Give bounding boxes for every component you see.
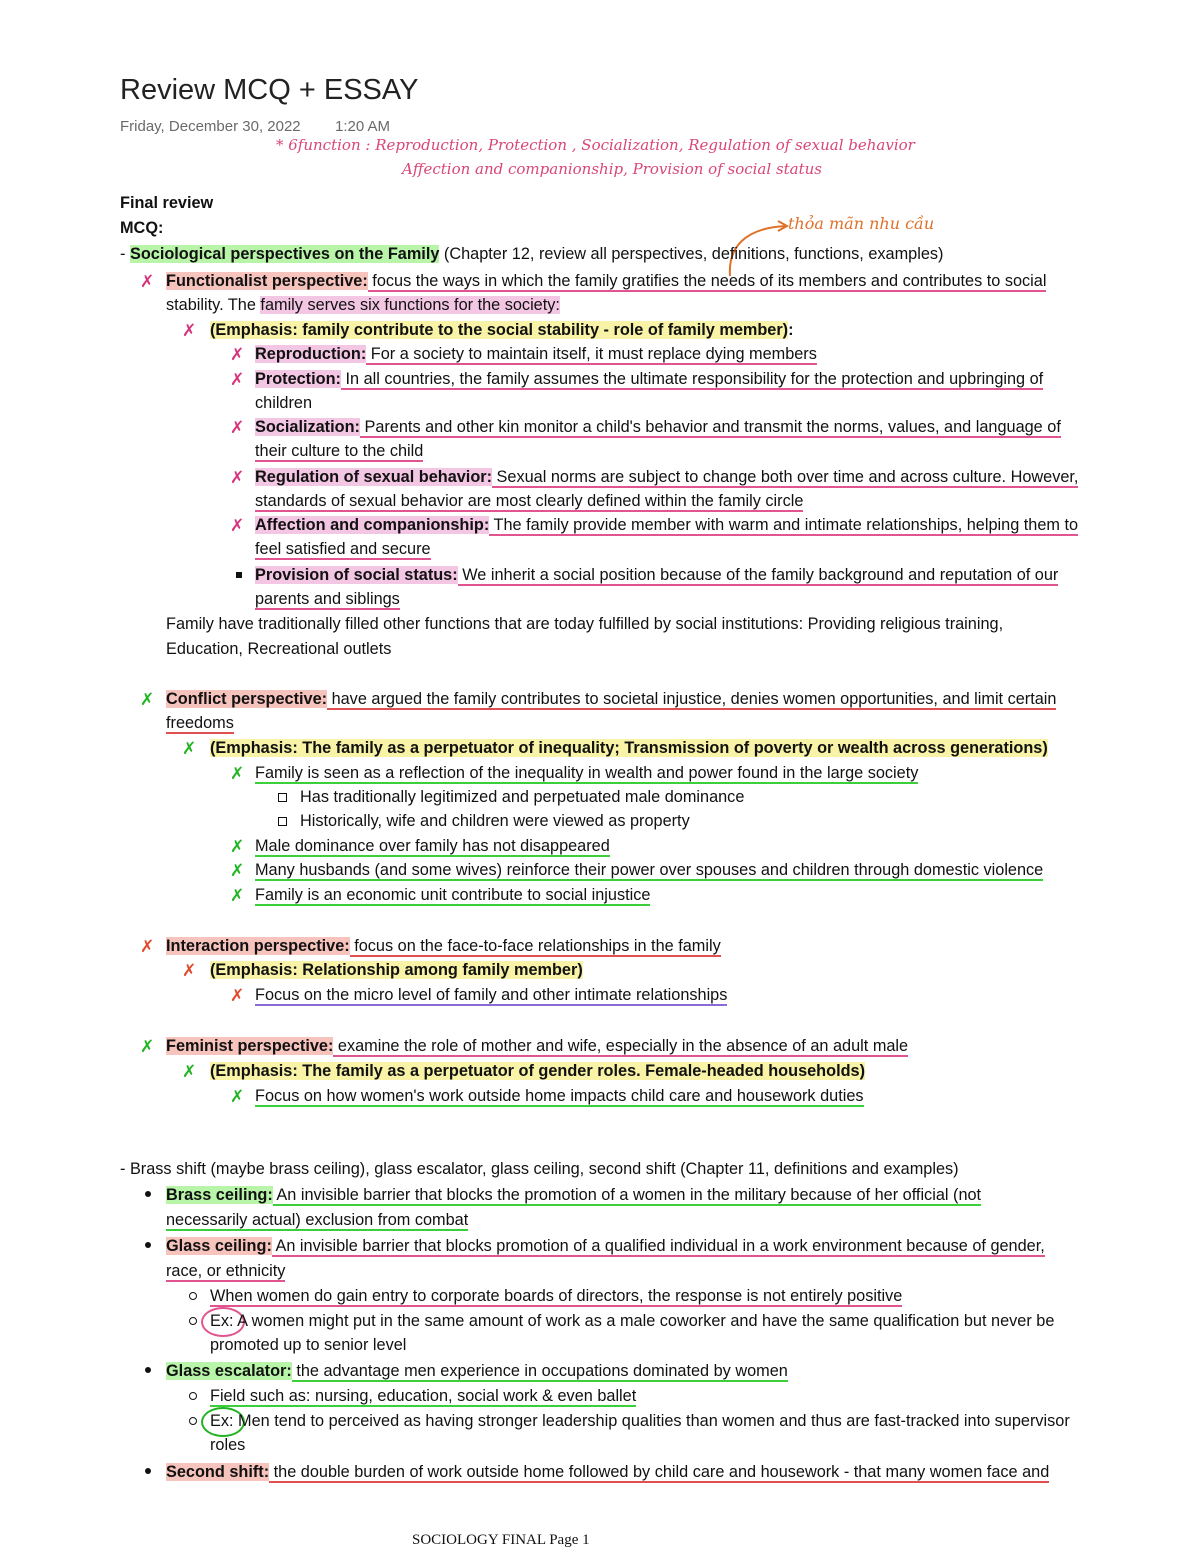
sociological-perspectives-highlight: Sociological perspectives on the Family [129,245,440,263]
family-traditional-line: Family have traditionally filled other functions that are today fulfilled by social institutions: Providing religious training, [166,615,1004,633]
check-mark-icon: ✗ [230,861,245,880]
socialization-line-2: their culture to the child [255,442,424,460]
glass-ceiling-b-2: promoted up to senior level [210,1336,407,1354]
glass-ceiling-b: Ex: A women might put in the same amount of work as a male coworker and have the same qualification but never be [210,1312,1055,1330]
protection-line-2: children [255,394,313,412]
functionalist-line: Functionalist perspective: focus the ways in which the family gratifies the needs of its members and contributes to social [166,272,1047,290]
check-mark-icon: ✗ [182,1062,197,1081]
conflict-a2: Historically, wife and children were viewed as property [300,812,690,830]
glass-ceiling-line-2: race, or ethnicity [166,1262,286,1280]
check-mark-icon: ✗ [140,937,155,956]
sociological-perspectives-line: - Sociological perspectives on the Family (Chapter 12, review all perspectives, definitions, functions, examples) [120,245,944,263]
page-footer: SOCIOLOGY FINAL Page 1 [412,1532,590,1548]
feminist-line: Feminist perspective: examine the role of mother and wife, especially in the absence of an adult male [166,1037,909,1055]
handwritten-functions-line1: * 6function : Reproduction, Protection , Socialization, Regulation of sexual behavior [276,136,915,154]
bullet-icon [189,1292,197,1300]
check-mark-icon: ✗ [230,370,245,389]
family-traditional-line-2: Education, Recreational outlets [166,640,392,658]
conflict-a: Family is seen as a reflection of the inequality in wealth and power found in the large society [255,764,919,782]
glass-escalator-line: Glass escalator: the advantage men experience in occupations dominated by women [166,1362,788,1380]
check-mark-icon: ✗ [230,986,245,1005]
conflict-c: Many husbands (and some wives) reinforce their power over spouses and children through domestic violence [255,861,1044,879]
check-mark-icon: ✗ [230,345,245,364]
check-mark-icon: ✗ [230,764,245,783]
conflict-line: Conflict perspective: have argued the family contributes to societal injustice, denies women opportunities, and limit certain [166,690,1057,708]
provision-line-2: parents and siblings [255,590,400,608]
check-mark-icon: ✗ [230,468,245,487]
check-mark-icon: ✗ [230,886,245,905]
feminist-a: Focus on how women's work outside home impacts child care and housework duties [255,1087,864,1105]
glass-escalator-b: Ex: Men tend to perceived as having stronger leadership qualities than women and thus are fast-tracked into supervisor [210,1412,1070,1430]
functionalist-line-2: stability. The family serves six functions for the society: [166,296,560,314]
final-review-heading: Final review [120,194,214,212]
page-title: Review MCQ + ESSAY [120,74,419,106]
affection-line: Affection and companionship: The family provide member with warm and intimate relationships, helping them to [255,516,1079,534]
conflict-d: Family is an economic unit contribute to social injustice [255,886,651,904]
check-mark-icon: ✗ [230,418,245,437]
brass-ceiling-line: Brass ceiling: An invisible barrier that blocks the promotion of a women in the military because of her official (not [166,1186,982,1204]
glass-ceiling-a: When women do gain entry to corporate boards of directors, the response is not entirely positive [210,1287,903,1305]
bullet-icon [145,1468,151,1474]
socialization-line: Socialization: Parents and other kin monitor a child's behavior and transmit the norms, values, and language of [255,418,1061,436]
regulation-line-2: standards of sexual behavior are most clearly defined within the family circle [255,492,804,510]
page-date: Friday, December 30, 2022 [120,118,301,135]
bullet-icon [145,1367,151,1373]
reproduction-line: Reproduction: For a society to maintain itself, it must replace dying members [255,345,817,363]
glass-escalator-b-2: roles [210,1436,246,1454]
check-mark-icon: ✗ [230,1087,245,1106]
brass-ceiling-line-2: necessarily actual) exclusion from combat [166,1211,469,1229]
page-time: 1:20 AM [335,118,391,135]
interaction-line: Interaction perspective: focus on the face-to-face relationships in the family [166,937,721,955]
bullet-icon [189,1317,197,1325]
check-mark-icon: ✗ [230,837,245,856]
bullet-icon [189,1392,197,1400]
conflict-b: Male dominance over family has not disappeared [255,837,610,855]
conflict-line-2: freedoms [166,714,234,732]
conflict-a1: Has traditionally legitimized and perpetuated male dominance [300,788,745,806]
feminist-emphasis: (Emphasis: The family as a perpetuator of gender roles. Female-headed households) [210,1062,866,1080]
interaction-emphasis: (Emphasis: Relationship among family member) [210,961,583,979]
regulation-line: Regulation of sexual behavior: Sexual norms are subject to change both over time and across culture. However, [255,468,1079,486]
conflict-emphasis: (Emphasis: The family as a perpetuator of inequality; Transmission of poverty or wealth across generations) [210,739,1048,757]
check-mark-icon: ✗ [182,739,197,758]
protection-line: Protection: In all countries, the family assumes the ultimate responsibility for the protection and upbringing of [255,370,1044,388]
glass-ceiling-line: Glass ceiling: An invisible barrier that blocks promotion of a qualified individual in a work environment because of gender, [166,1237,1045,1255]
handwritten-functions-line2: Affection and companionship, Provision of social status [402,160,822,178]
second-shift-line: Second shift: the double burden of work outside home followed by child care and housework - that many women face and [166,1463,1050,1481]
bullet-icon [278,817,287,826]
glass-escalator-a: Field such as: nursing, education, social work & even ballet [210,1387,637,1405]
check-mark-icon: ✗ [140,690,155,709]
bullet-icon [189,1417,197,1425]
brass-shift-intro: - Brass shift (maybe brass ceiling), glass escalator, glass ceiling, second shift (Chapter 11, definitions and examples) [120,1160,959,1178]
bullet-icon [278,793,287,802]
mcq-heading: MCQ: [120,219,164,237]
check-mark-icon: ✗ [182,321,197,340]
bullet-icon [145,1191,151,1197]
check-mark-icon: ✗ [230,516,245,535]
handwritten-note: thỏa mãn nhu cầu [788,214,935,233]
bullet-icon [236,572,242,578]
functionalist-emphasis: (Emphasis: family contribute to the social stability - role of family member): [210,321,794,339]
bullet-icon [145,1242,151,1248]
check-mark-icon: ✗ [140,272,155,291]
provision-line: Provision of social status: We inherit a social position because of the family background and reputation of our [255,566,1059,584]
check-mark-icon: ✗ [182,961,197,980]
affection-line-2: feel satisfied and secure [255,540,431,558]
interaction-a: Focus on the micro level of family and other intimate relationships [255,986,728,1004]
check-mark-icon: ✗ [140,1037,155,1056]
